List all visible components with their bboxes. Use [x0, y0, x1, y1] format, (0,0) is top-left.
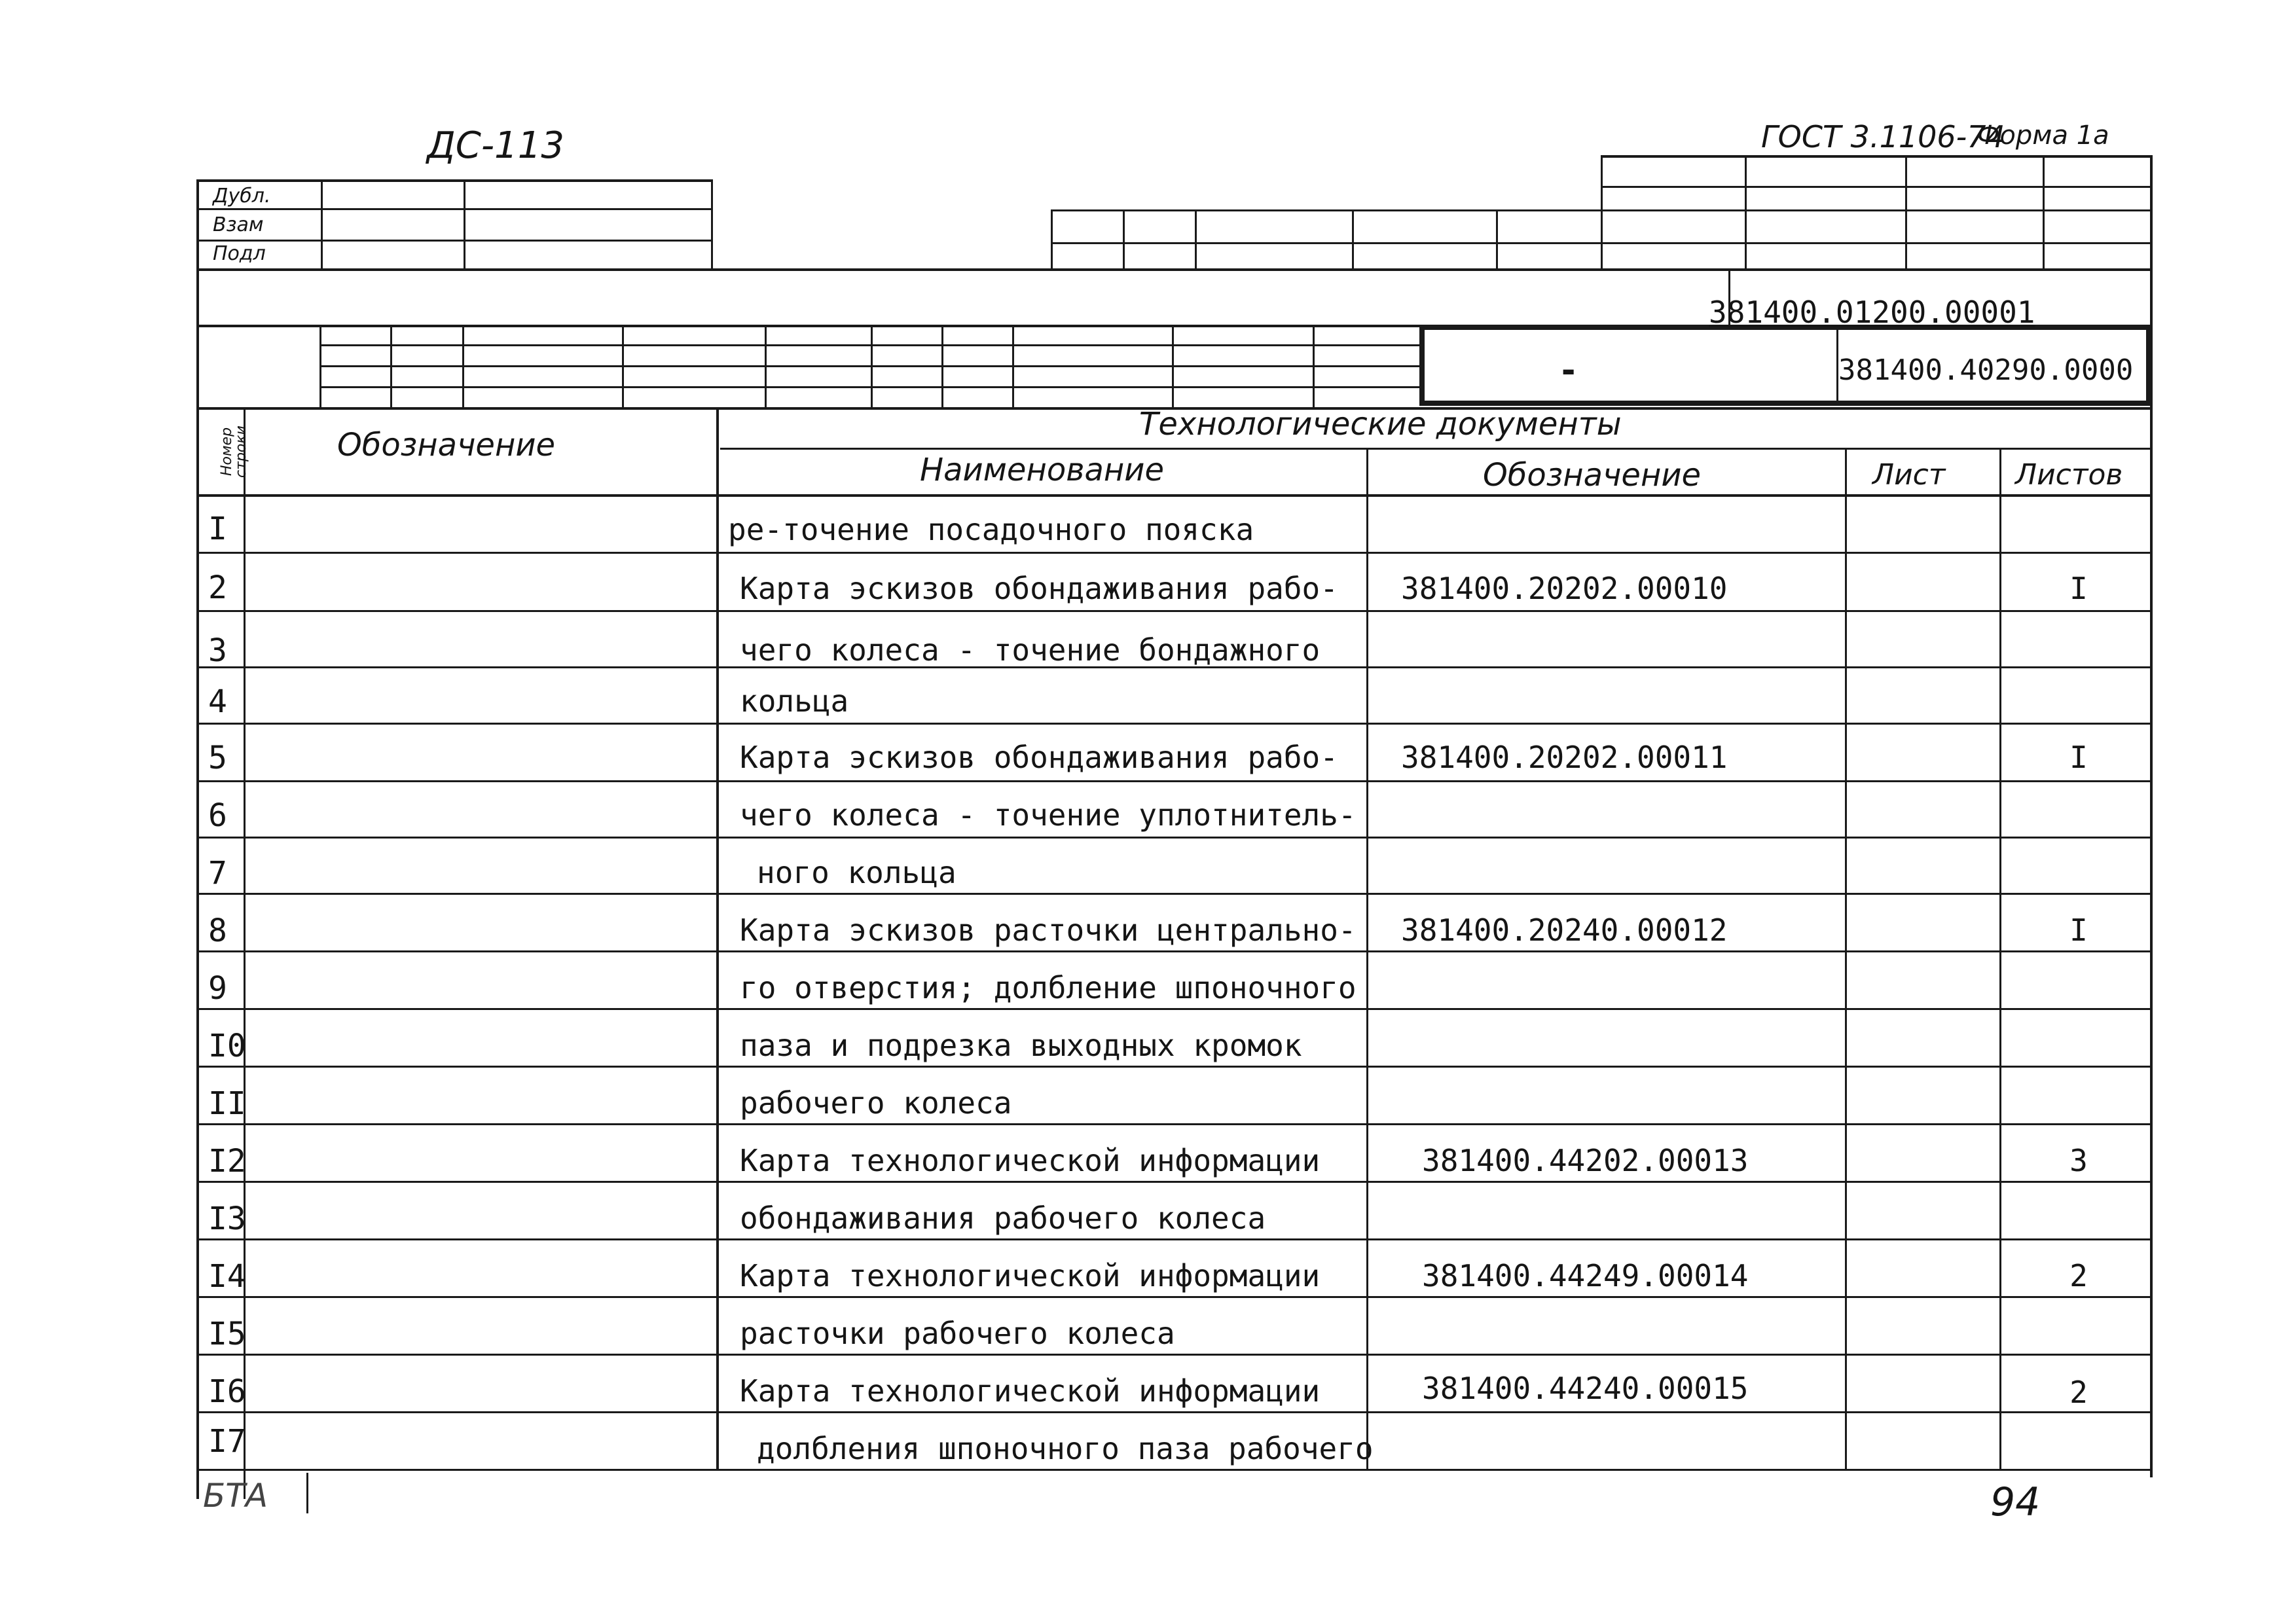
designation-box-dash: - [1558, 351, 1579, 390]
row-number: 7 [208, 855, 227, 892]
row-code: 381400.44249.00014 [1422, 1258, 1749, 1293]
row-number: I3 [208, 1200, 246, 1237]
designation-box-code: 381400.40290.0000 [1838, 353, 2134, 387]
row-code: 381400.44202.00013 [1422, 1143, 1749, 1178]
row-name: обондаживания рабочего колеса [740, 1200, 1266, 1236]
row-name: Карта технологической информации [740, 1143, 1321, 1178]
row-code: 381400.20202.00010 [1401, 571, 1728, 606]
row-name: Карта эскизов обондаживания рабо- [740, 740, 1338, 775]
side-label-vzam: Взам [213, 213, 264, 236]
row-sheets: I [2069, 740, 2088, 775]
row-number: II [208, 1085, 246, 1122]
row-name: паза и подрезка выходных кромок [740, 1028, 1302, 1063]
row-number: I7 [208, 1423, 246, 1460]
row-name: Карта технологической информации [740, 1373, 1321, 1409]
page-number: 94 [1990, 1479, 2041, 1525]
row-name: го отверстия; долбление шпоночного [740, 970, 1357, 1005]
row-sheets: 3 [2069, 1143, 2088, 1178]
bottom-mark: БТА [203, 1477, 268, 1515]
row-number: I0 [208, 1028, 246, 1064]
row-name: рабочего колеса [740, 1085, 1012, 1121]
header-doc-designation: Обозначение [1483, 457, 1702, 494]
row-number: I6 [208, 1373, 246, 1410]
header-row-number: Номер строки [219, 425, 249, 478]
doc-code: ДС-113 [427, 124, 564, 167]
row-name: долбления шпоночного паза рабочего [757, 1431, 1374, 1466]
row-code: 381400.20202.00011 [1401, 740, 1728, 775]
row-number: 8 [208, 912, 227, 949]
row-name: чего колеса - точение уплотнитель- [740, 797, 1357, 833]
row-number: 6 [208, 797, 227, 834]
row-name: Карта эскизов обондаживания рабо- [740, 571, 1338, 606]
designation-top: 381400.01200.00001 [1709, 295, 2035, 330]
header-designation: Обозначение [337, 427, 556, 463]
row-sheets: 2 [2069, 1375, 2088, 1410]
row-name: чего колеса - точение бондажного [740, 632, 1321, 668]
row-code: 381400.44240.00015 [1422, 1371, 1749, 1406]
form-label: Форма 1а [1977, 120, 2109, 151]
row-number: I2 [208, 1143, 246, 1180]
row-sheets: I [2069, 571, 2088, 606]
header-sheet: Лист [1872, 458, 1946, 492]
row-number: I [208, 511, 227, 547]
row-number: 9 [208, 970, 227, 1007]
row-sheets: 2 [2069, 1258, 2088, 1293]
row-sheets: I [2069, 912, 2088, 948]
row-name: Карта технологической информации [740, 1258, 1321, 1293]
header-sheets: Листов [2015, 458, 2123, 492]
row-number: 2 [208, 569, 227, 606]
row-number: 4 [208, 683, 227, 720]
side-label-dubl: Дубл. [213, 185, 271, 208]
row-name: ре-точение посадочного пояска [728, 512, 1254, 547]
row-name: кольца [740, 683, 849, 719]
row-name: ного кольца [757, 855, 957, 890]
row-number: I4 [208, 1258, 246, 1295]
row-number: 3 [208, 632, 227, 669]
header-name: Наименование [920, 452, 1165, 488]
side-label-podl: Подл [213, 242, 266, 265]
row-code: 381400.20240.00012 [1401, 912, 1728, 948]
gost-label: ГОСТ 3.1106-74 [1761, 119, 2005, 154]
row-name: Карта эскизов расточки центрально- [740, 912, 1357, 948]
row-number: I5 [208, 1316, 246, 1352]
header-tech-docs: Технологические документы [1139, 406, 1622, 442]
row-number: 5 [208, 740, 227, 776]
row-name: расточки рабочего колеса [740, 1316, 1175, 1351]
